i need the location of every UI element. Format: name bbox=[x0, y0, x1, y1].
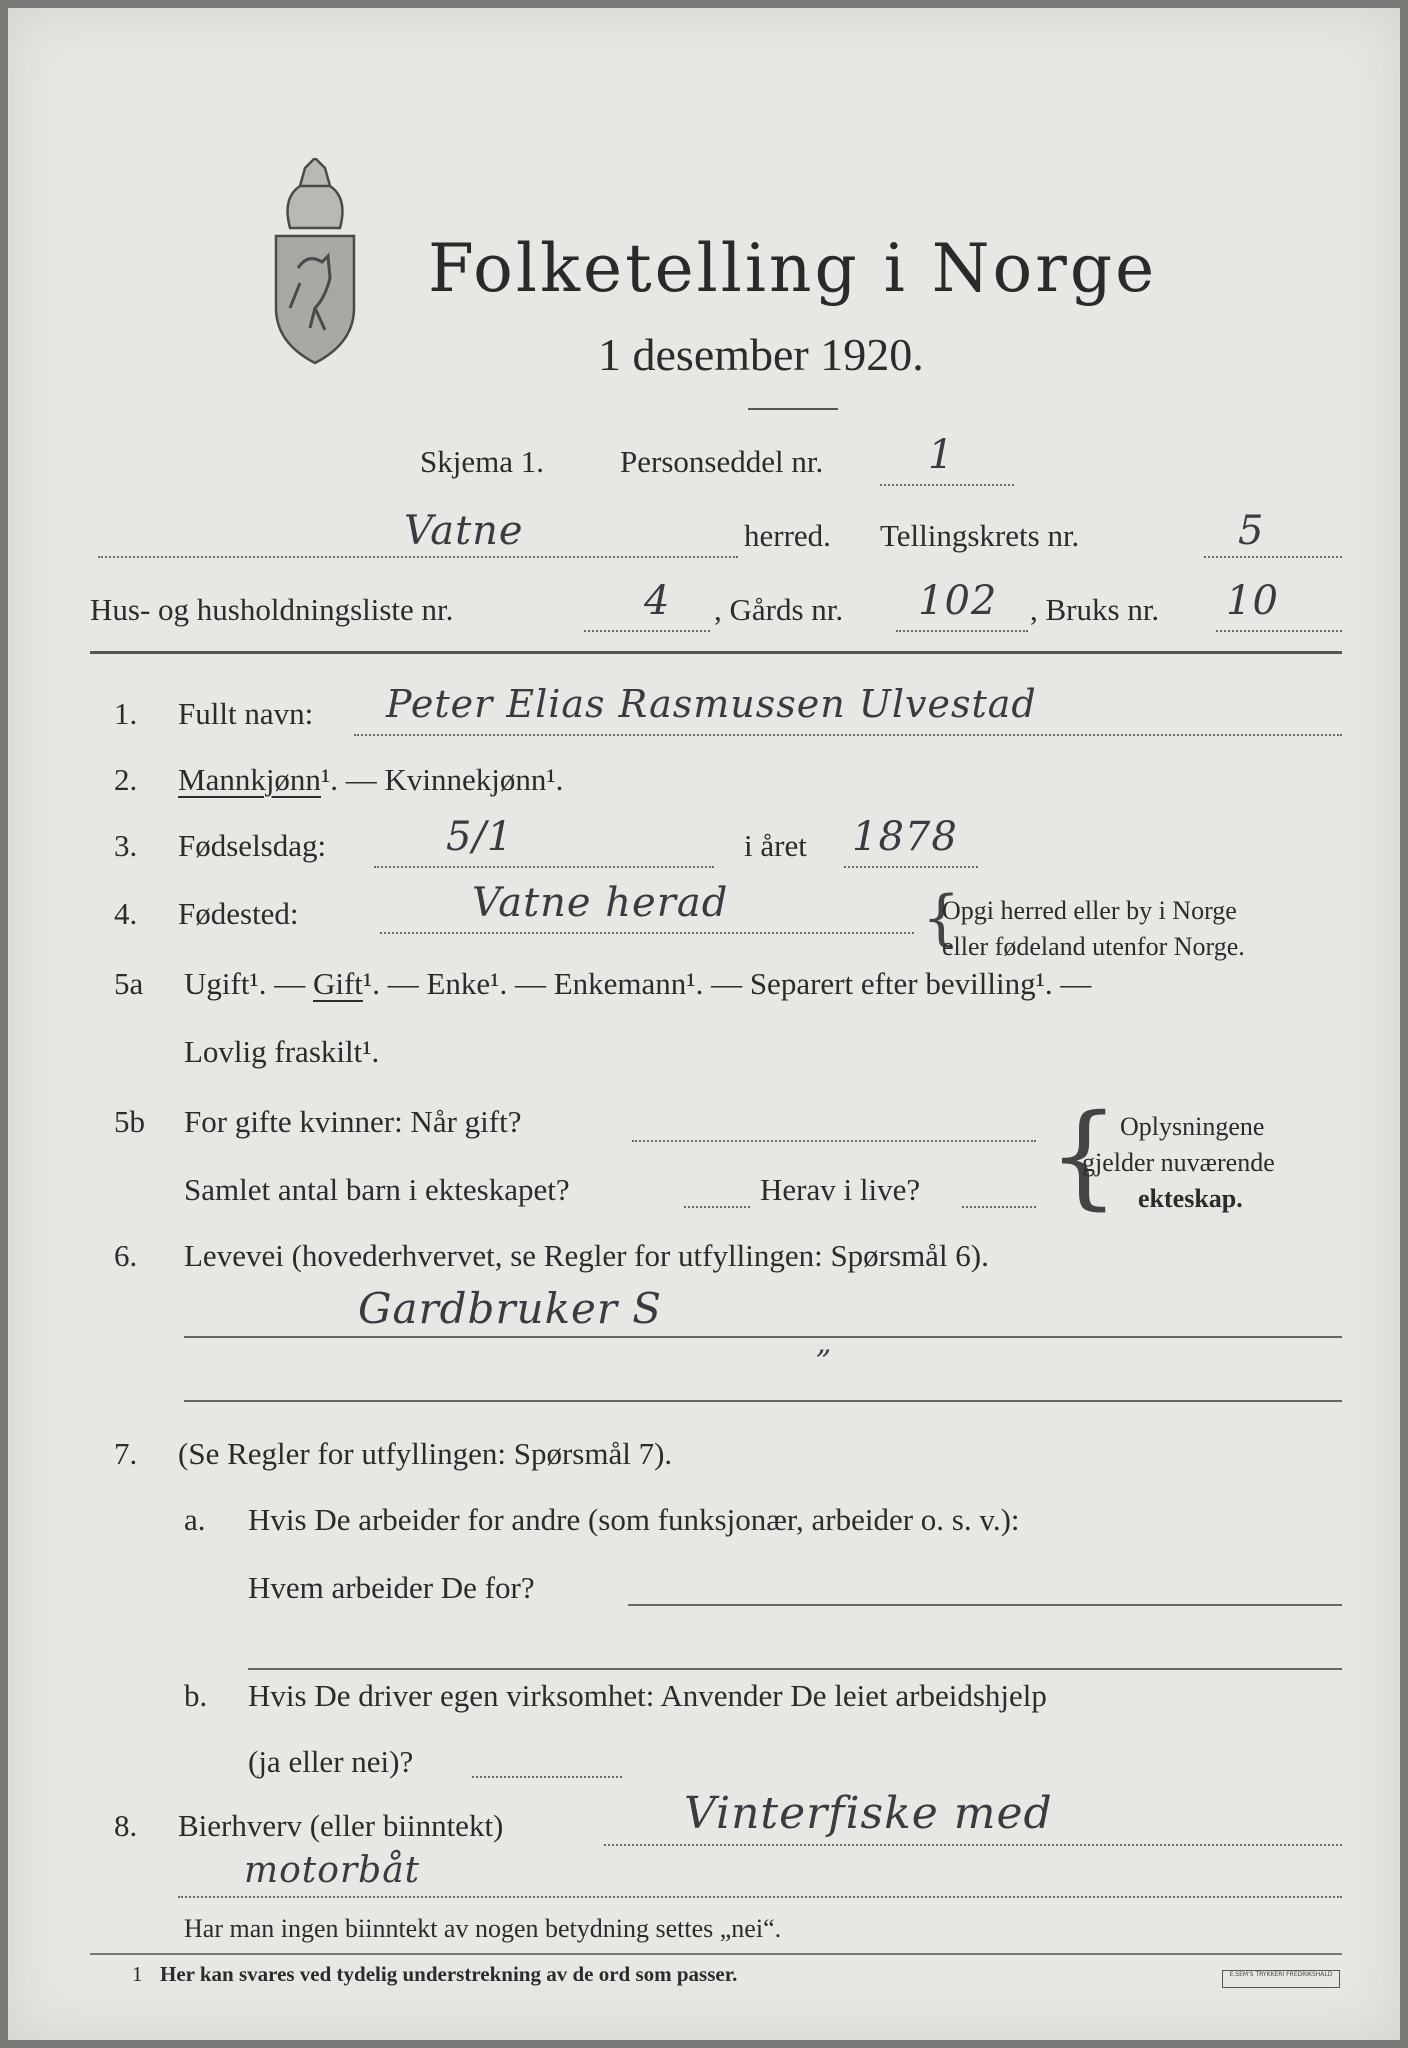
census-form bbox=[8, 8, 1400, 2040]
form-date: 1 desember 1920. bbox=[598, 329, 924, 380]
q7-number: 7. bbox=[114, 1436, 138, 1471]
q5b-line2: Samlet antal barn i ekteskapet? bbox=[184, 1172, 570, 1207]
q7a-letter: a. bbox=[184, 1502, 206, 1537]
skjema-label: Skjema 1. bbox=[420, 444, 544, 479]
gards-label: , Gårds nr. bbox=[714, 592, 844, 627]
q6-value: Gardbruker S bbox=[358, 1284, 663, 1333]
q5b-herav: Herav i live? bbox=[760, 1172, 921, 1207]
q5b-number: 5b bbox=[114, 1104, 145, 1139]
q8-number: 8. bbox=[114, 1808, 138, 1843]
q3-label: Fødselsdag: bbox=[178, 828, 327, 863]
q5b-line2-dots bbox=[684, 1206, 750, 1208]
q7b-letter: b. bbox=[184, 1678, 208, 1713]
bruks-value: 10 bbox=[1226, 578, 1279, 624]
q5a-gift-selected: Gift bbox=[312, 966, 363, 1001]
personseddel-line bbox=[880, 484, 1014, 486]
header-divider bbox=[90, 651, 1342, 654]
personseddel-value: 1 bbox=[928, 432, 955, 478]
hus-label: Hus- og husholdningsliste nr. bbox=[90, 592, 454, 627]
footnote-text: Her kan svares ved tydelig understrekning av de ord som passer. bbox=[160, 1962, 738, 1986]
q8-line1 bbox=[604, 1844, 1342, 1846]
coat-of-arms-icon bbox=[270, 158, 360, 368]
gards-value: 102 bbox=[918, 578, 998, 624]
q4-value: Vatne herad bbox=[472, 880, 729, 926]
q5a-line2: Lovlig fraskilt¹. bbox=[184, 1034, 380, 1069]
herred-value: Vatne bbox=[404, 508, 524, 554]
q5b-note-2: gjelder nuværende bbox=[1082, 1148, 1275, 1177]
q8-value: Vinterfiske med bbox=[684, 1788, 1053, 1839]
q3-value: 5/1 bbox=[446, 814, 514, 860]
q1-label: Fullt navn: bbox=[178, 696, 314, 731]
q3-number: 3. bbox=[114, 828, 138, 863]
bruks-label: , Bruks nr. bbox=[1030, 592, 1160, 627]
footnote-divider bbox=[90, 1953, 1342, 1955]
q6-line1 bbox=[184, 1336, 1342, 1338]
q5b-line1-dots bbox=[632, 1140, 1036, 1142]
biinntekt-note: Har man ingen biinntekt av nogen betydning settes „nei“. bbox=[184, 1914, 782, 1943]
q4-label: Fødested: bbox=[178, 896, 299, 931]
q3-year-value: 1878 bbox=[852, 814, 958, 860]
q4-number: 4. bbox=[114, 896, 138, 931]
q5b-herav-dots bbox=[962, 1206, 1036, 1208]
q7b-answer-line bbox=[472, 1776, 622, 1778]
q3-year-label: i året bbox=[744, 828, 807, 863]
tellingskrets-line bbox=[1204, 556, 1342, 558]
q6-value-2: „ bbox=[816, 1326, 833, 1361]
title-divider bbox=[748, 408, 838, 410]
herred-label: herred. bbox=[744, 518, 831, 553]
q5a-ugift: Ugift bbox=[184, 966, 250, 1001]
q4-line bbox=[380, 932, 914, 934]
q2-line bbox=[178, 762, 563, 798]
tellingskrets-value: 5 bbox=[1238, 508, 1265, 554]
personseddel-label: Personseddel nr. bbox=[620, 444, 824, 479]
q5b-brace: { bbox=[1048, 1091, 1120, 1221]
hus-line bbox=[584, 630, 710, 632]
hus-value: 4 bbox=[644, 578, 671, 624]
q2-number: 2. bbox=[114, 762, 138, 797]
q5a-number: 5a bbox=[114, 966, 144, 1001]
printer-mark: E.SEM'S TRYKKERI FREDRIKSHALD bbox=[1222, 1970, 1340, 1988]
q6-label: Levevei (hovederhvervet, se Regler for utfyllingen: Spørsmål 6). bbox=[184, 1238, 989, 1273]
q1-value: Peter Elias Rasmussen Ulvestad bbox=[386, 682, 1037, 726]
q1-line bbox=[354, 734, 1342, 736]
q5b-line1: For gifte kvinner: Når gift? bbox=[184, 1104, 522, 1139]
q6-number: 6. bbox=[114, 1238, 138, 1273]
herred-line bbox=[98, 556, 738, 558]
q7b-line1: Hvis De driver egen virksomhet: Anvender De leiet arbeidshjelp bbox=[248, 1678, 1047, 1713]
q8-label: Bierhverv (eller biinntekt) bbox=[178, 1808, 504, 1843]
q7a-line2: Hvem arbeider De for? bbox=[248, 1570, 535, 1605]
q7b-line2: (ja eller nei)? bbox=[248, 1744, 414, 1779]
q5a-line1: Ugift¹. — Gift¹. — Enke¹. — Enkemann¹. — Separert efter bevilling¹. — bbox=[184, 966, 1092, 1001]
q7-label: (Se Regler for utfyllingen: Spørsmål 7). bbox=[178, 1436, 673, 1471]
q2-male-selected: Mannkjønn bbox=[178, 762, 321, 797]
q6-line2 bbox=[184, 1400, 1342, 1402]
q7a-line1: Hvis De arbeider for andre (som funksjonær, arbeider o. s. v.): bbox=[248, 1502, 1020, 1537]
q4-brace: { bbox=[922, 883, 961, 953]
q5b-note-3: ekteskap. bbox=[1138, 1184, 1243, 1213]
q4-note-2: eller fødeland utenfor Norge. bbox=[942, 932, 1245, 961]
q5b-note-1: Oplysningene bbox=[1120, 1112, 1265, 1141]
q8-value-2: motorbåt bbox=[244, 1850, 421, 1891]
footnote-mark: 1 bbox=[132, 1962, 143, 1986]
q8-line2 bbox=[178, 1896, 1342, 1898]
bruks-line bbox=[1216, 630, 1342, 632]
q3-line bbox=[374, 866, 714, 868]
q1-number: 1. bbox=[114, 696, 138, 731]
tellingskrets-label: Tellingskrets nr. bbox=[880, 518, 1080, 553]
q7a-answer-line-2 bbox=[248, 1668, 1342, 1670]
q3-year-line bbox=[844, 866, 978, 868]
q2-end: ¹. bbox=[546, 762, 564, 797]
q4-note-1: Opgi herred eller by i Norge bbox=[942, 896, 1237, 925]
q7a-answer-line bbox=[628, 1604, 1342, 1606]
q5a-rest: ¹. — Enke¹. — Enkemann¹. — Separert efter bevilling¹. — bbox=[362, 966, 1092, 1001]
q2-female: Kvinnekjønn bbox=[384, 762, 547, 797]
form-title: Folketelling i Norge bbox=[428, 230, 1158, 307]
gards-line bbox=[896, 630, 1028, 632]
q2-sep: ¹. — bbox=[320, 762, 385, 797]
